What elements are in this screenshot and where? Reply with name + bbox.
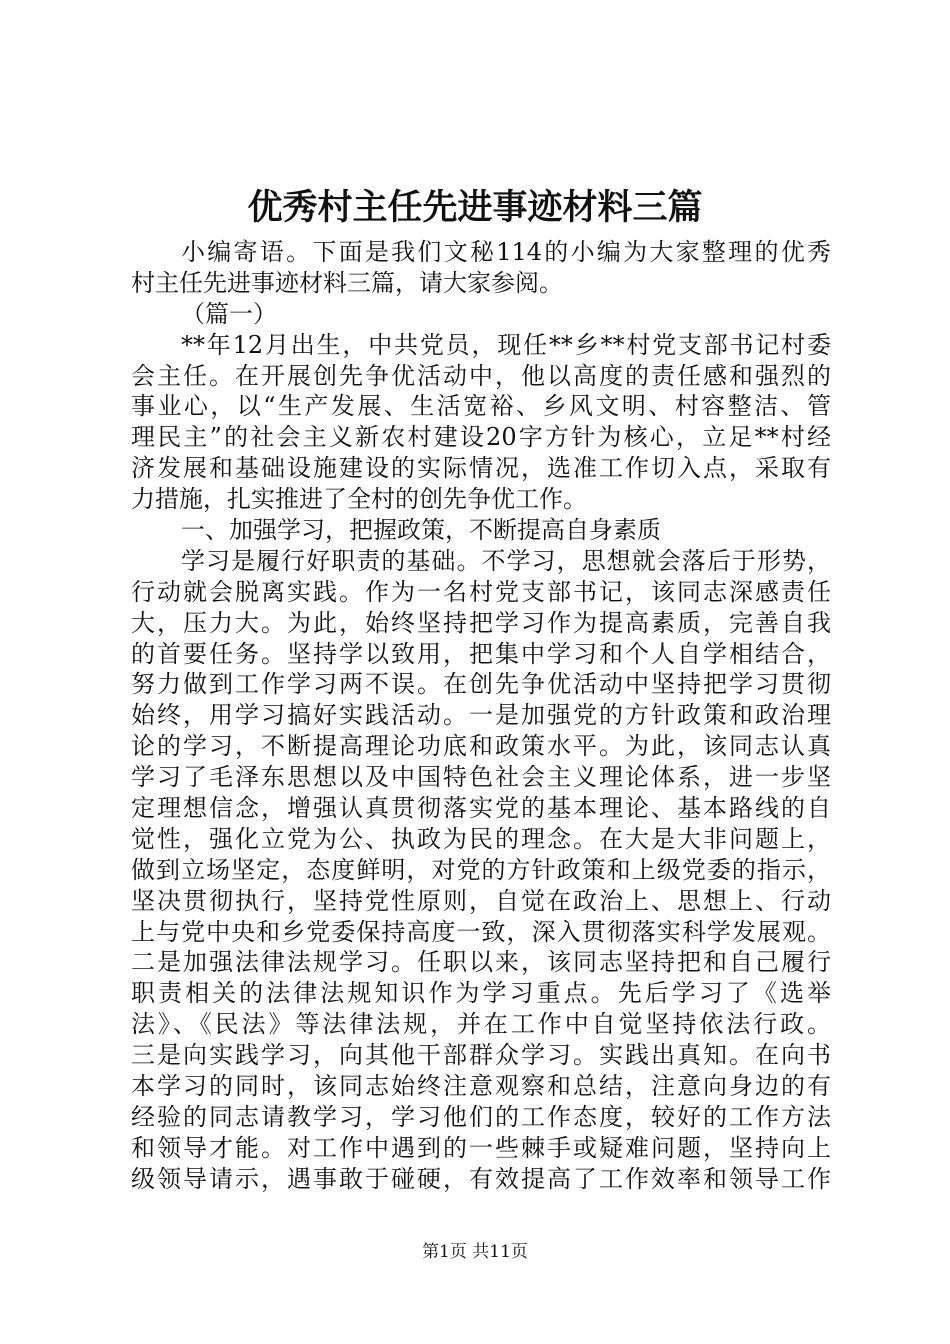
body-line: 上与党中央和乡党委保持高度一致，深入贯彻落实科学发展观。: [131, 917, 831, 946]
body-line: 行动就会脱离实践。作为一名村党支部书记，该同志深感责任: [131, 577, 831, 606]
body-line: 论的学习，不断提高理论功底和政策水平。为此，该同志认真: [131, 732, 831, 761]
body-line: 学习了毛泽东思想以及中国特色社会主义理论体系，进一步坚: [131, 763, 831, 792]
body-line: 小编寄语。下面是我们文秘114的小编为大家整理的优秀: [181, 238, 831, 266]
section-heading: 一、加强学习，把握政策，不断提高自身素质: [181, 516, 661, 545]
document-title: 优秀村主任先进事迹材料三篇: [247, 187, 703, 228]
page-number: 第1页 共11页: [422, 1242, 528, 1262]
body-line: 级领导请示，遇事敢于碰硬，有效提高了工作效率和领导工作: [131, 1164, 831, 1193]
body-line: 事业心，以“生产发展、生活宽裕、乡风文明、村容整洁、管: [131, 392, 831, 421]
body-line: 理民主”的社会主义新农村建设20字方针为核心，立足**村经: [131, 423, 831, 452]
body-line: 会主任。在开展创先争优活动中，他以高度的责任感和强烈的: [131, 361, 831, 390]
body-line: 村主任先进事迹材料三篇，请大家参阅。: [131, 268, 563, 297]
section-label: （篇一）: [181, 299, 277, 328]
body-line: 觉性，强化立党为公、执政为民的理念。在大是大非问题上，: [131, 824, 831, 853]
body-line: 大，压力大。为此，始终坚持把学习作为提高素质，完善自我: [131, 608, 831, 637]
document-body: [131, 237, 831, 1195]
body-line: 本学习的同时，该同志始终注意观察和总结，注意向身边的有: [131, 1072, 831, 1101]
body-line: 三是向实践学习，向其他干部群众学习。实践出真知。在向书: [131, 1041, 831, 1070]
body-line: 坚决贯彻执行，坚持党性原则，自觉在政治上、思想上、行动: [131, 886, 831, 915]
body-line: 的首要任务。坚持学以致用，把集中学习和个人自学相结合，: [131, 639, 831, 668]
body-line: 定理想信念，增强认真贯彻落实党的基本理论、基本路线的自: [131, 794, 831, 823]
body-line: 和领导才能。对工作中遇到的一些棘手或疑难问题，坚持向上: [131, 1133, 831, 1162]
body-line: **年12月出生，中共党员，现任**乡**村党支部书记村委: [181, 330, 831, 359]
body-line: 济发展和基础设施建设的实际情况，选准工作切入点，采取有: [131, 454, 831, 483]
body-line: 力措施，扎实推进了全村的创先争优工作。: [131, 485, 587, 514]
body-line: 学习是履行好职责的基础。不学习，思想就会落后于形势，: [181, 546, 831, 575]
body-line: 二是加强法律法规学习。任职以来，该同志坚持把和自己履行: [131, 948, 831, 977]
body-line: 职责相关的法律法规知识作为学习重点。先后学习了《选举: [131, 979, 831, 1008]
body-line: 做到立场坚定，态度鲜明，对党的方针政策和上级党委的指示，: [131, 855, 831, 884]
body-line: 法》、《民法》等法律法规，并在工作中自觉坚持依法行政。: [131, 1010, 831, 1039]
body-line: 始终，用学习搞好实践活动。一是加强党的方针政策和政治理: [131, 701, 831, 730]
body-line: 努力做到工作学习两不误。在创先争优活动中坚持把学习贯彻: [131, 670, 831, 699]
body-line: 经验的同志请教学习，学习他们的工作态度，较好的工作方法: [131, 1102, 831, 1131]
